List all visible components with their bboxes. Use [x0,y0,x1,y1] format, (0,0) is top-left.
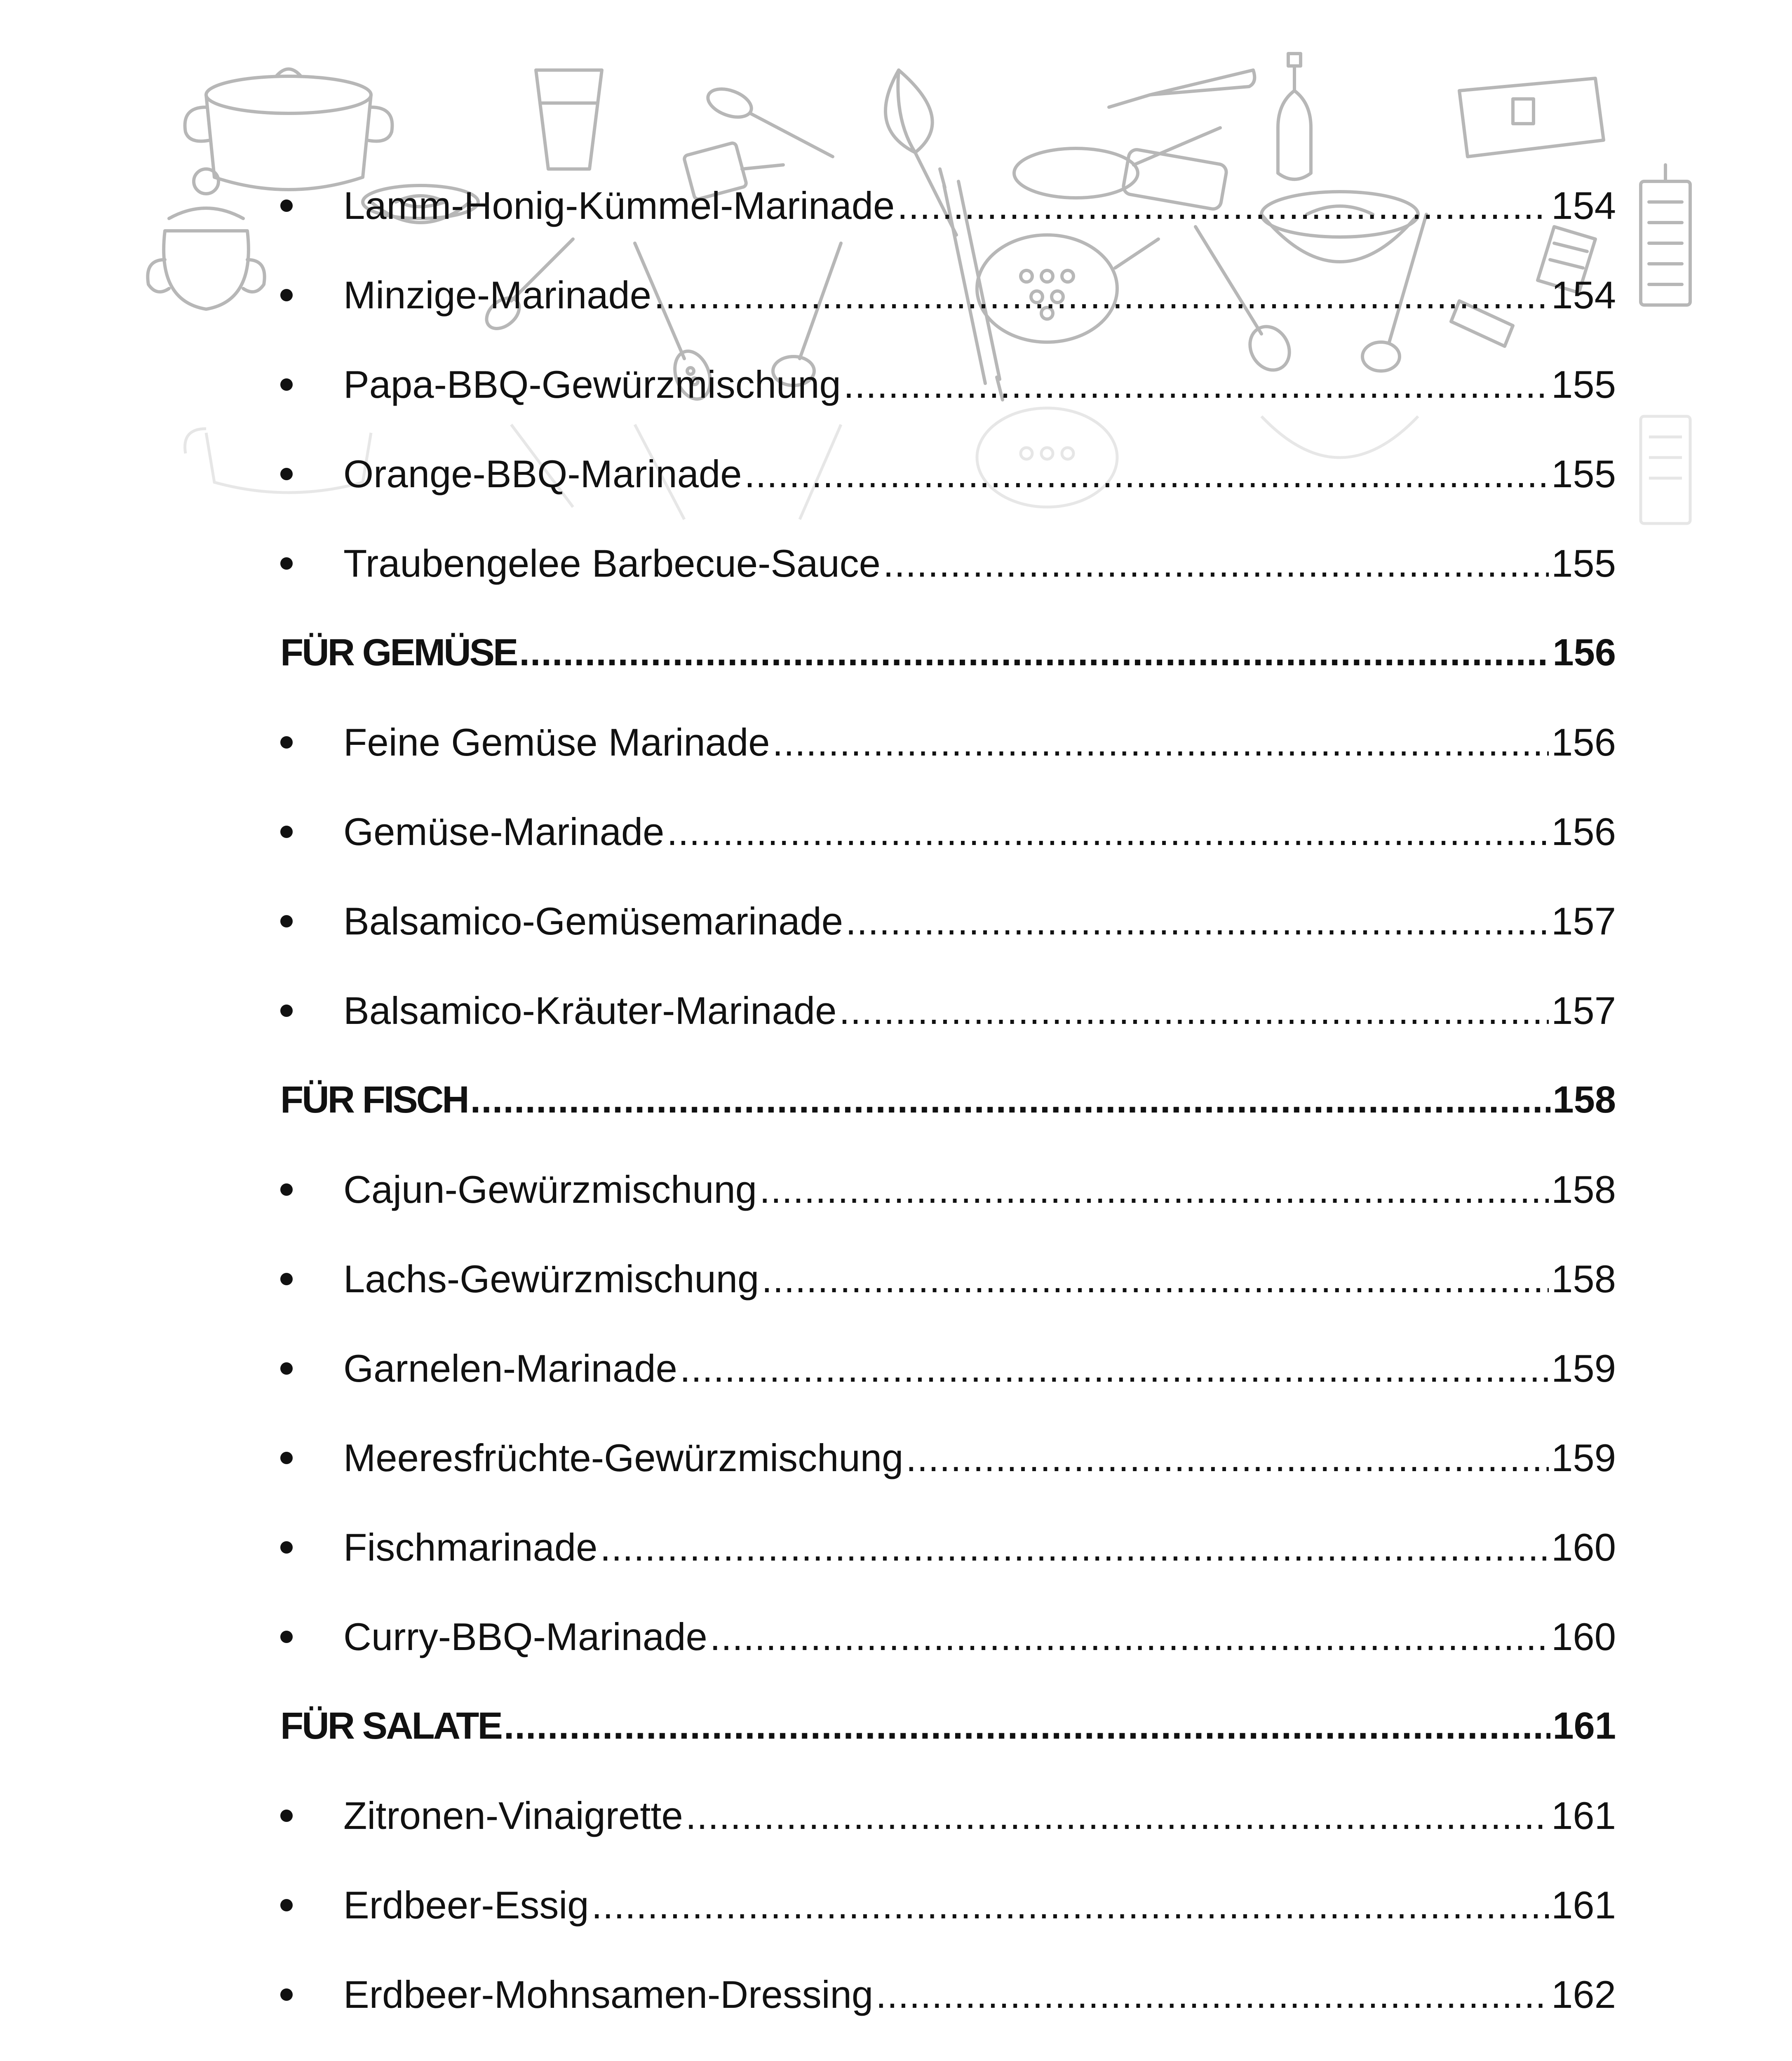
dot-leader [897,161,1549,250]
dot-leader [667,787,1549,876]
toc-entry-title: Lamm-Honig-Kümmel-Marinade [343,184,895,227]
bullet-icon [280,1860,343,1950]
dot-leader [470,1055,1550,1145]
bullet-icon [280,429,343,519]
toc-entry-title: Lachs-Gewürzmischung [343,1257,759,1300]
toc-entry-title: Cajun-Gewürzmischung [343,1168,757,1211]
toc-entry[interactable] [280,1860,1616,1950]
toc-entry[interactable] [280,1950,1616,2039]
dot-leader [592,1860,1549,1950]
dot-leader [846,876,1549,966]
dot-leader [876,1950,1549,2039]
toc-entry[interactable] [280,340,1616,429]
toc-entry-title [343,2039,679,2061]
toc-entry-title: Feine Gemüse Marinade [343,721,770,764]
bullet-icon [280,876,343,966]
toc-entry-title: Erdbeer-Essig [343,1883,589,1927]
toc-entry[interactable] [280,787,1616,876]
toc-section-heading[interactable] [280,1681,1616,1771]
toc-page-number: 155 [1551,452,1616,495]
bullet-icon [280,2039,343,2061]
dot-leader [680,1324,1549,1413]
toc-page-number: 158 [1551,1257,1616,1300]
toc-entry-title: Traubengelee Barbecue-Sauce [343,542,881,585]
toc-page-number: 162 [1551,1973,1616,2016]
toc-entry-title: Orange-BBQ-Marinade [343,452,742,495]
toc-entry-title: Erdbeer-Mohnsamen-Dressing [343,1973,874,2016]
toc-entry[interactable] [280,876,1616,966]
toc-page-number: 156 [1551,810,1616,853]
toc-entry-title: Fischmarinade [343,1526,598,1569]
toc-section-heading[interactable] [280,1055,1616,1145]
dot-leader [839,966,1549,1055]
toc-entry[interactable] [280,161,1616,250]
bullet-icon [280,966,343,1055]
glass-icon [536,70,602,169]
dot-leader [773,697,1549,787]
toc-entry[interactable] [280,966,1616,1055]
grater-reflection-icon [1641,416,1690,523]
toc-page-number: 154 [1551,184,1616,227]
toc-page-number: 159 [1551,1347,1616,1390]
toc-entry[interactable] [280,1324,1616,1413]
dot-leader [710,1592,1549,1681]
bullet-icon [280,1324,343,1413]
toc-entry-title: FÜR FISCH [280,1079,468,1121]
bullet-icon [280,787,343,876]
bullet-icon [280,1145,343,1234]
dot-leader [906,1413,1549,1502]
toc-page-number: 161 [1552,1705,1616,1747]
toc-page-number: 159 [1551,1436,1616,1479]
bullet-icon [280,1592,343,1681]
toc-entry-title: Curry-BBQ-Marinade [343,1615,707,1658]
dot-leader [681,2039,1549,2061]
toc-page-number: 160 [1551,1615,1616,1658]
toc-page-number: 155 [1551,542,1616,585]
toc-page-number: 157 [1551,899,1616,943]
toc-entry-title: FÜR SALATE [280,1705,501,1747]
bullet-icon [280,1771,343,1860]
toc-entry-title: Minzige-Marinade [343,273,652,317]
toc-entry[interactable] [280,1234,1616,1324]
bullet-icon [280,1413,343,1502]
toc-page-number: 161 [1551,1883,1616,1927]
bullet-icon [280,1950,343,2039]
dot-leader [761,1234,1549,1324]
sugar-bowl-icon [148,169,264,309]
dot-leader [686,1771,1549,1860]
dot-leader [600,1502,1549,1592]
toc-entry[interactable] [280,1502,1616,1592]
toc-page-number [1551,2039,1616,2061]
knife-icon [1109,70,1254,107]
cake-ring-icon [1459,78,1604,157]
toc-section-heading[interactable] [280,608,1616,697]
toc-page-number: 154 [1551,273,1616,317]
toc-entry-title: Balsamico-Gemüsemarinade [343,899,843,943]
toc-page-number: 155 [1551,363,1616,406]
dot-leader [843,340,1549,429]
toc-entry[interactable] [280,1413,1616,1502]
dot-leader [654,250,1549,340]
toc-entry[interactable] [280,697,1616,787]
toc-entry[interactable] [280,250,1616,340]
bullet-icon [280,340,343,429]
bullet-icon [280,519,343,608]
toc-entry[interactable] [280,429,1616,519]
toc-page-number: 160 [1551,1526,1616,1569]
dot-leader [504,1681,1550,1771]
toc-entry-title: Garnelen-Marinade [343,1347,677,1390]
toc-entry[interactable] [280,1771,1616,1860]
toc-page-number: 156 [1552,631,1616,674]
toc-entry-title: Meeresfrüchte-Gewürzmischung [343,1436,904,1479]
bullet-icon [280,250,343,340]
toc-entry[interactable] [280,1592,1616,1681]
bullet-icon [280,1234,343,1324]
toc-page-number: 161 [1551,1794,1616,1837]
toc-page-number: 158 [1552,1079,1616,1121]
toc-entry-title: FÜR GEMÜSE [280,631,517,674]
dot-leader [759,1145,1549,1234]
toc-entry[interactable] [280,2039,1616,2061]
bullet-icon [280,1502,343,1592]
toc-entry-title: Gemüse-Marinade [343,810,665,853]
bullet-icon [280,161,343,250]
toc-entry[interactable] [280,519,1616,608]
toc-page-number: 157 [1551,989,1616,1032]
grater-icon [1641,165,1690,305]
dot-leader [519,608,1550,697]
dot-leader [883,519,1549,608]
table-of-contents [280,161,1616,2061]
toc-entry[interactable] [280,1145,1616,1234]
bullet-icon [280,697,343,787]
toc-entry-title: Balsamico-Kräuter-Marinade [343,989,837,1032]
toc-page-number: 158 [1551,1168,1616,1211]
toc-entry-title: Papa-BBQ-Gewürzmischung [343,363,841,406]
dot-leader [745,429,1549,519]
toc-page-number: 156 [1551,721,1616,764]
toc-entry-title: Zitronen-Vinaigrette [343,1794,683,1837]
